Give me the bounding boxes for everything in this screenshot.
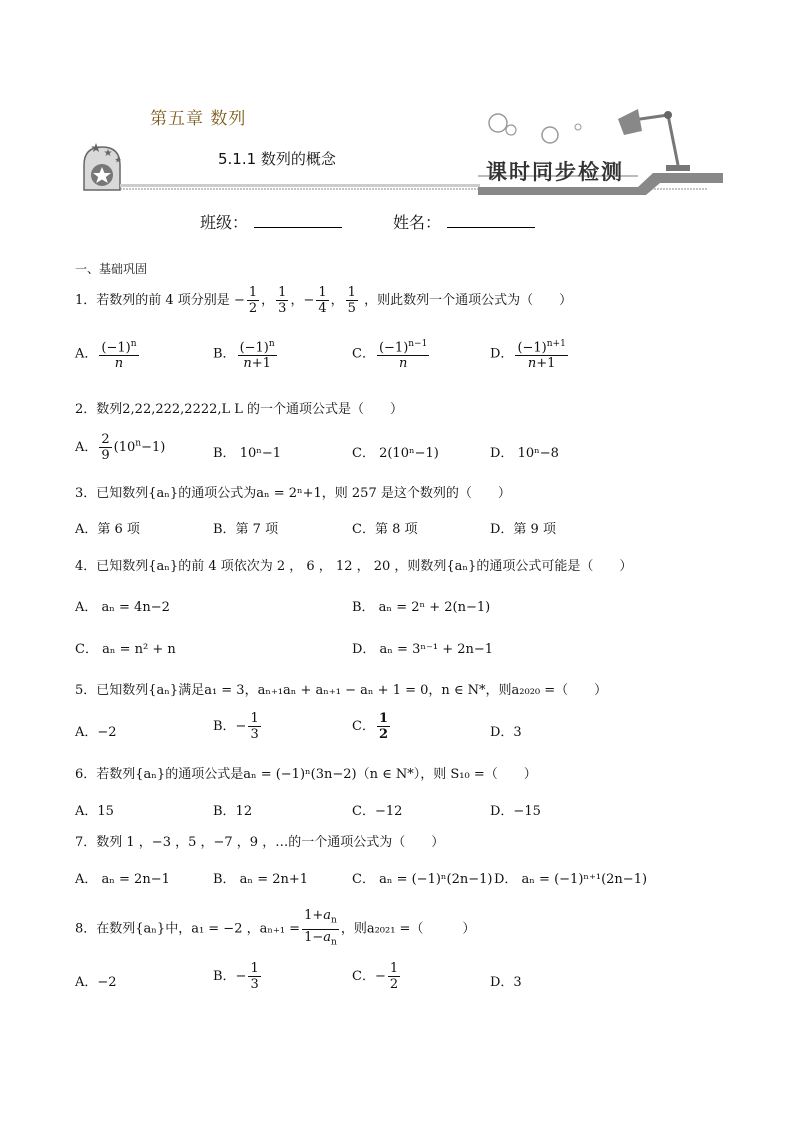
class-label: 班级： xyxy=(200,213,249,232)
question-7: 7．数列 1 ，−3 ，5 ，−7 ，9 ，…的一个通项公式为（ ） xyxy=(75,835,445,850)
q3-option-c[interactable]: C．第 8 项 xyxy=(352,522,418,537)
question-1-tail: ，则此数列一个通项公式为（ ） xyxy=(364,293,573,308)
q7-option-a[interactable]: A． aₙ = 2n−1 xyxy=(75,872,170,887)
question-5: 5．已知数列{aₙ}满足a₁ = 3，aₙ₊₁aₙ + aₙ₊₁ − aₙ + 1 = 0，n ∈ N*，则a₂₀₂₀ =（ ） xyxy=(75,683,608,698)
q7-option-b[interactable]: B． aₙ = 2n+1 xyxy=(213,872,309,887)
banner-title: 课时同步检测 xyxy=(486,160,624,184)
q8-option-d[interactable]: D．3 xyxy=(490,975,522,990)
q6-option-d[interactable]: D．−15 xyxy=(490,804,541,819)
q1-option-b[interactable]: B． $\frac{(-1)^n}{n+1}$ xyxy=(213,339,275,372)
class-blank[interactable] xyxy=(254,213,342,228)
chapter-title: 第五章 数列 xyxy=(150,109,247,129)
q5-option-d[interactable]: D．3 xyxy=(490,725,522,740)
q8-option-c[interactable]: C．− $\frac{1}{2}$ xyxy=(352,961,399,992)
question-1-stem: 1．若数列的前 4 项分别是 xyxy=(75,293,230,308)
section-heading: 一、基础巩固 xyxy=(75,262,148,276)
q4-option-c[interactable]: C． aₙ = n² + n xyxy=(75,642,176,657)
q8-option-b[interactable]: B．− $\frac{1}{3}$ xyxy=(213,961,259,992)
question-2: 2．数列2,22,222,2222,L L 的一个通项公式是（ ） xyxy=(75,402,404,417)
q1-option-c[interactable]: C． $\frac{(-1)^{n-1}}{n}$ xyxy=(352,339,428,372)
question-3: 3．已知数列{aₙ}的通项公式为aₙ = 2ⁿ+1，则 257 是这个数列的（ ） xyxy=(75,486,511,501)
q4-option-a[interactable]: A． aₙ = 4n−2 xyxy=(75,600,170,615)
name-blank[interactable] xyxy=(447,213,535,228)
star-badge-icon xyxy=(84,143,121,190)
q4-option-d[interactable]: D． aₙ = 3ⁿ⁻¹ + 2n−1 xyxy=(352,642,494,657)
desk-lamp-icon xyxy=(618,109,690,171)
q5-option-a[interactable]: A．−2 xyxy=(75,725,117,740)
q5-option-c[interactable]: C． $\frac{1}{2}$ xyxy=(352,711,388,742)
question-1 xyxy=(75,285,572,316)
q3-option-b[interactable]: B．第 7 项 xyxy=(213,522,279,537)
q7-option-c[interactable]: C． aₙ = (−1)ⁿ(2n−1) xyxy=(352,872,493,887)
q3-option-d[interactable]: D．第 9 项 xyxy=(490,522,556,537)
q2-option-b[interactable]: B． 10ⁿ−1 xyxy=(213,446,282,461)
q6-option-a[interactable]: A．15 xyxy=(75,804,114,819)
q8-option-a[interactable]: A．−2 xyxy=(75,975,117,990)
q2-option-c[interactable]: C． 2(10ⁿ−1) xyxy=(352,446,439,461)
q5-option-b[interactable]: B．− $\frac{1}{3}$ xyxy=(213,711,259,742)
q6-option-c[interactable]: C．−12 xyxy=(352,804,403,819)
question-8: 8．在数列{aₙ}中，a₁ = −2 ，aₙ₊₁ = $\frac{1+a_n}{1-a_n}$ ，则a₂₀₂₁ =（ ） xyxy=(75,908,476,948)
question-6: 6．若数列{aₙ}的通项公式是aₙ = (−1)ⁿ(3n−2)（n ∈ N*），则 S₁₀ =（ ） xyxy=(75,767,537,782)
class-field xyxy=(200,210,342,233)
name-label: 姓名： xyxy=(393,213,442,232)
q7-option-d[interactable]: D． aₙ = (−1)ⁿ⁺¹(2n−1) xyxy=(494,872,648,887)
section-title: 5.1.1 数列的概念 xyxy=(218,150,336,168)
q4-option-b[interactable]: B． aₙ = 2ⁿ + 2(n−1) xyxy=(352,600,491,615)
q6-option-b[interactable]: B．12 xyxy=(213,804,253,819)
question-4: 4．已知数列{aₙ}的前 4 项依次为 2 ， 6 ， 12 ， 20 ，则数列{aₙ}的通项公式可能是（ ） xyxy=(75,559,633,574)
q1-option-a[interactable]: A． $\frac{(-1)^n}{n}$ xyxy=(75,339,137,372)
question-8-tail: ，则a₂₀₂₁ =（ ） xyxy=(340,921,476,937)
name-field xyxy=(393,210,535,233)
q2-option-a[interactable]: A． $\frac{2}{9}$ $(10^n-1)$ xyxy=(75,432,166,463)
question-8-stem: 8．在数列{aₙ}中，a₁ = −2 ，aₙ₊₁ = xyxy=(75,921,301,937)
q1-seq: − $\frac{1}{2}$ ， $\frac{1}{3}$ ，− $\frac{1}{4}$ ， $\frac{1}{5}$ xyxy=(233,285,356,316)
q1-option-d[interactable]: D． $\frac{(-1)^{n+1}}{n+1}$ xyxy=(490,339,566,372)
q3-option-a[interactable]: A．第 6 项 xyxy=(75,522,140,537)
q2-option-d[interactable]: D． 10ⁿ−8 xyxy=(490,446,559,461)
